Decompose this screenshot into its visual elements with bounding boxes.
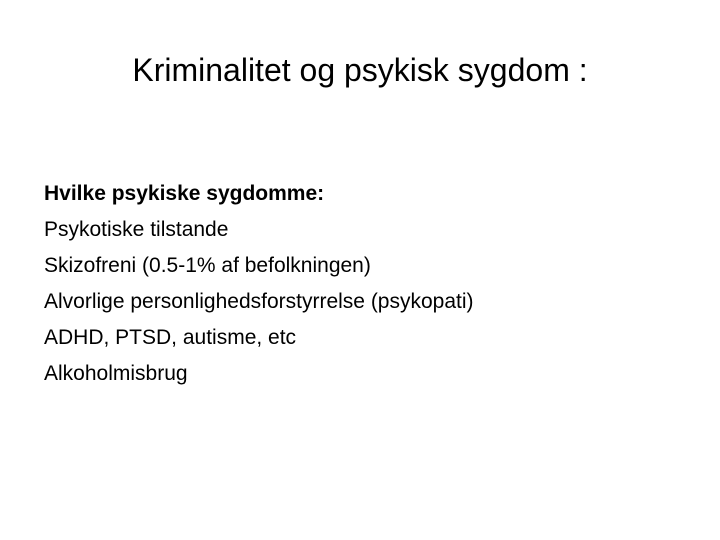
slide-body	[44, 176, 684, 392]
body-item: Psykotiske tilstande	[44, 218, 229, 241]
body-item: Alvorlige personlighedsforstyrrelse (psykopati)	[44, 290, 474, 313]
body-item: ADHD, PTSD, autisme, etc	[44, 326, 297, 349]
body-item: Skizofreni (0.5-1% af befolkningen)	[44, 254, 371, 277]
body-item: Alkoholmisbrug	[44, 362, 188, 385]
slide-title: Kriminalitet og psykisk sygdom :	[132, 52, 588, 88]
body-heading: Hvilke psykiske sygdomme:	[44, 182, 325, 205]
